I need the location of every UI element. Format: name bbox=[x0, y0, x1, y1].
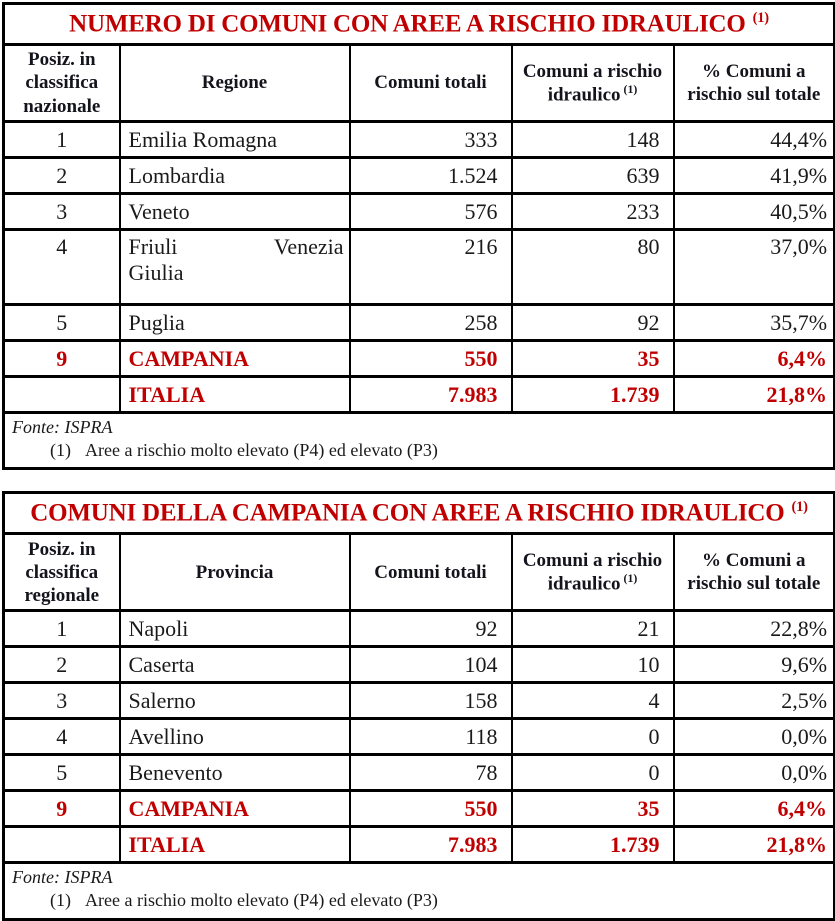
table-row bbox=[4, 647, 835, 683]
cell-position: 1 bbox=[4, 611, 120, 647]
cell-risk: 148 bbox=[512, 122, 674, 158]
region-name-line2: Giulia bbox=[128, 260, 184, 285]
cell-total: 104 bbox=[350, 647, 512, 683]
footer-row bbox=[4, 863, 835, 919]
cell-total: 333 bbox=[350, 122, 512, 158]
cell-total: 216 bbox=[350, 230, 512, 305]
footnote bbox=[5, 440, 833, 461]
cell-province: CAMPANIA bbox=[120, 791, 350, 827]
cell-province: Benevento bbox=[120, 755, 350, 791]
cell-position: 3 bbox=[4, 194, 120, 230]
cell-pct: 44,4% bbox=[674, 122, 835, 158]
table-row bbox=[4, 755, 835, 791]
cell-pct: 35,7% bbox=[674, 305, 835, 341]
cell-position: 5 bbox=[4, 305, 120, 341]
cell-pct: 40,5% bbox=[674, 194, 835, 230]
cell-pct: 21,8% bbox=[674, 827, 835, 863]
page bbox=[0, 2, 835, 921]
cell-region: Veneto bbox=[120, 194, 350, 230]
cell-total: 7.983 bbox=[350, 827, 512, 863]
cell-position bbox=[4, 377, 120, 413]
col-header-province: Provincia bbox=[120, 534, 350, 611]
table2-title bbox=[4, 493, 835, 534]
table2-footer bbox=[4, 863, 835, 919]
cell-risk: 10 bbox=[512, 647, 674, 683]
cell-position bbox=[4, 827, 120, 863]
cell-risk: 35 bbox=[512, 791, 674, 827]
table-row-campania bbox=[4, 791, 835, 827]
col-header-risk bbox=[512, 45, 674, 122]
cell-province: Avellino bbox=[120, 719, 350, 755]
table-row bbox=[4, 230, 835, 305]
cell-position: 4 bbox=[4, 719, 120, 755]
title-row bbox=[4, 493, 835, 534]
cell-position: 2 bbox=[4, 158, 120, 194]
title-row bbox=[4, 4, 835, 45]
footnote-marker: (1) bbox=[50, 439, 71, 460]
cell-total: 1.524 bbox=[350, 158, 512, 194]
table1-title bbox=[4, 4, 835, 45]
col-header-pct: % Comuni a rischio sul totale bbox=[674, 45, 835, 122]
cell-risk: 21 bbox=[512, 611, 674, 647]
cell-pct: 22,8% bbox=[674, 611, 835, 647]
cell-pct: 6,4% bbox=[674, 791, 835, 827]
footnote bbox=[5, 890, 833, 911]
cell-total: 576 bbox=[350, 194, 512, 230]
table2-title-footnote-ref: (1) bbox=[791, 499, 808, 516]
cell-region: ITALIA bbox=[120, 377, 350, 413]
cell-risk: 0 bbox=[512, 755, 674, 791]
cell-pct: 21,8% bbox=[674, 377, 835, 413]
table1-title-footnote-ref: (1) bbox=[752, 9, 769, 26]
col-header-position: Posiz. in classifica nazionale bbox=[4, 45, 120, 122]
cell-position: 4 bbox=[4, 230, 120, 305]
cell-risk: 35 bbox=[512, 341, 674, 377]
col-header-position: Posiz. in classifica regionale bbox=[4, 534, 120, 611]
cell-total: 550 bbox=[350, 791, 512, 827]
table2-title-text: COMUNI DELLA CAMPANIA CON AREE A RISCHIO IDRAULICO bbox=[30, 499, 785, 527]
cell-total: 158 bbox=[350, 683, 512, 719]
col-header-risk-footnote-ref: (1) bbox=[623, 82, 638, 96]
cell-risk: 80 bbox=[512, 230, 674, 305]
table-row bbox=[4, 611, 835, 647]
cell-total: 118 bbox=[350, 719, 512, 755]
cell-province: Salerno bbox=[120, 683, 350, 719]
cell-pct: 37,0% bbox=[674, 230, 835, 305]
table-row-italia bbox=[4, 827, 835, 863]
table-row bbox=[4, 158, 835, 194]
cell-province: Napoli bbox=[120, 611, 350, 647]
campania-risk-table bbox=[2, 491, 835, 920]
table-row bbox=[4, 719, 835, 755]
region-word: Friuli bbox=[128, 234, 178, 259]
col-header-risk-text: Comuni a rischio idraulico bbox=[522, 550, 663, 595]
cell-risk: 1.739 bbox=[512, 827, 674, 863]
cell-region bbox=[120, 230, 350, 305]
col-header-risk-text: Comuni a rischio idraulico bbox=[522, 60, 663, 106]
cell-total: 92 bbox=[350, 611, 512, 647]
source-label: Fonte: ISPRA bbox=[12, 867, 113, 888]
source-label: Fonte: ISPRA bbox=[12, 417, 113, 437]
table-row-campania bbox=[4, 341, 835, 377]
cell-pct: 0,0% bbox=[674, 755, 835, 791]
cell-pct: 9,6% bbox=[674, 647, 835, 683]
cell-position: 5 bbox=[4, 755, 120, 791]
cell-pct: 0,0% bbox=[674, 719, 835, 755]
cell-pct: 2,5% bbox=[674, 683, 835, 719]
footnote-text: Aree a rischio molto elevato (P4) ed elevato (P3) bbox=[85, 890, 438, 911]
cell-position: 9 bbox=[4, 791, 120, 827]
col-header-region: Regione bbox=[120, 45, 350, 122]
cell-region: Emilia Romagna bbox=[120, 122, 350, 158]
cell-total: 78 bbox=[350, 755, 512, 791]
cell-region: CAMPANIA bbox=[120, 341, 350, 377]
cell-risk: 639 bbox=[512, 158, 674, 194]
national-risk-table bbox=[2, 2, 835, 470]
table-row bbox=[4, 122, 835, 158]
footer-row bbox=[4, 413, 835, 469]
footnote-text: Aree a rischio molto elevato (P4) ed elevato (P3) bbox=[85, 439, 438, 460]
table1-title-text: NUMERO DI COMUNI CON AREE A RISCHIO IDRAULICO bbox=[69, 10, 746, 38]
cell-risk: 0 bbox=[512, 719, 674, 755]
cell-position: 9 bbox=[4, 341, 120, 377]
cell-total: 550 bbox=[350, 341, 512, 377]
table-row-italia bbox=[4, 377, 835, 413]
cell-risk: 4 bbox=[512, 683, 674, 719]
col-header-total: Comuni totali bbox=[350, 45, 512, 122]
cell-pct: 6,4% bbox=[674, 341, 835, 377]
cell-risk: 233 bbox=[512, 194, 674, 230]
region-name-line1 bbox=[129, 234, 348, 260]
footnote-marker: (1) bbox=[50, 890, 71, 911]
cell-risk: 1.739 bbox=[512, 377, 674, 413]
cell-region: Puglia bbox=[120, 305, 350, 341]
cell-province: Caserta bbox=[120, 647, 350, 683]
cell-total: 7.983 bbox=[350, 377, 512, 413]
cell-region: Lombardia bbox=[120, 158, 350, 194]
header-row bbox=[4, 534, 835, 611]
header-row bbox=[4, 45, 835, 122]
cell-risk: 92 bbox=[512, 305, 674, 341]
table1-footer bbox=[4, 413, 835, 469]
region-word: Venezia bbox=[273, 234, 344, 259]
cell-position: 1 bbox=[4, 122, 120, 158]
cell-total: 258 bbox=[350, 305, 512, 341]
cell-position: 2 bbox=[4, 647, 120, 683]
cell-province: ITALIA bbox=[120, 827, 350, 863]
cell-position: 3 bbox=[4, 683, 120, 719]
cell-pct: 41,9% bbox=[674, 158, 835, 194]
col-header-total: Comuni totali bbox=[350, 534, 512, 611]
table-row bbox=[4, 683, 835, 719]
col-header-risk-footnote-ref: (1) bbox=[623, 572, 638, 586]
col-header-pct: % Comuni a rischio sul totale bbox=[674, 534, 835, 611]
table-row bbox=[4, 194, 835, 230]
table-row bbox=[4, 305, 835, 341]
col-header-risk bbox=[512, 534, 674, 611]
